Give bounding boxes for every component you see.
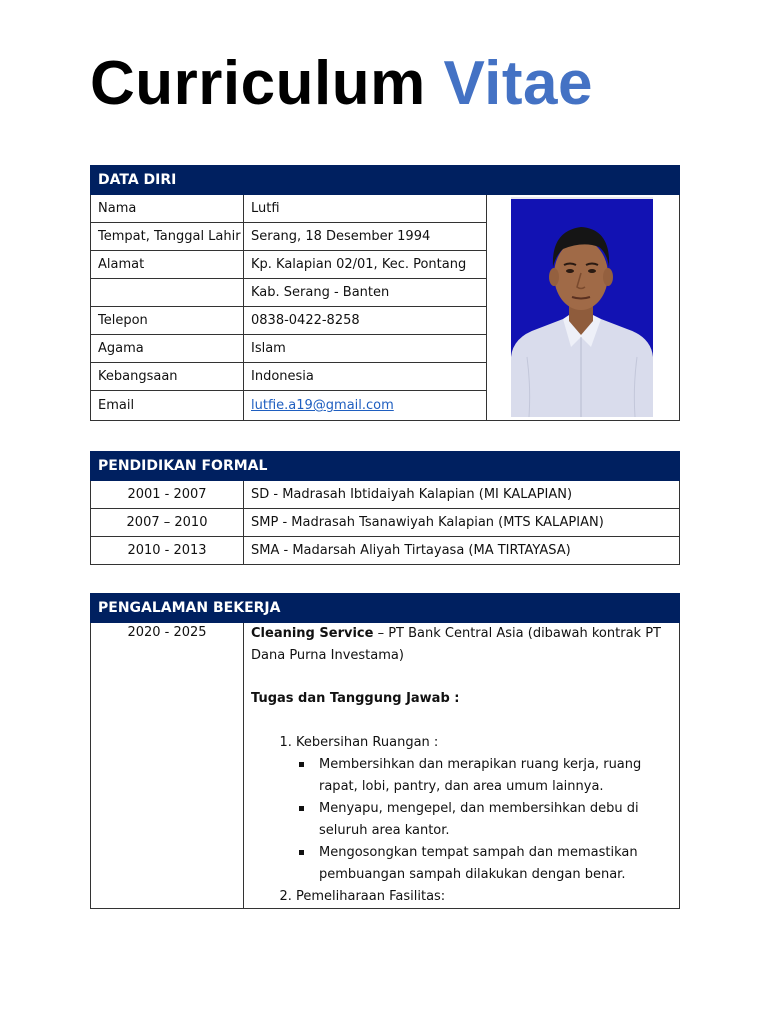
field-label-agama: Agama — [91, 335, 244, 363]
education-period: 2010 - 2013 — [91, 537, 244, 565]
job-company: – PT Bank Central Asia (dibawah kontrak PT Dana Purna Investama) — [251, 626, 661, 663]
pengalaman-heading: PENGALAMAN BEKERJA — [91, 594, 680, 623]
field-label-alamat: Alamat — [91, 251, 244, 279]
education-school: SMA - Madarsah Aliyah Tirtayasa (MA TIRTAYASA) — [244, 537, 680, 565]
education-school: SMP - Madrasah Tsanawiyah Kalapian (MTS KALAPIAN) — [244, 509, 680, 537]
education-period: 2007 – 2010 — [91, 509, 244, 537]
job-position: Cleaning Service — [251, 626, 374, 641]
title-part1: Curriculum — [90, 49, 426, 118]
duty-title: Pemeliharaan Fasilitas: — [296, 889, 446, 904]
field-value-alamat: Kp. Kalapian 02/01, Kec. Pontang — [244, 251, 487, 279]
table-row — [91, 509, 680, 537]
pendidikan-table — [90, 451, 680, 565]
field-value-telepon: 0838-0422-8258 — [244, 307, 487, 335]
pengalaman-table — [90, 593, 680, 909]
field-label-nama: Nama — [91, 195, 244, 223]
page-title — [90, 44, 593, 124]
field-label-email: Email — [91, 391, 244, 421]
list-item — [296, 886, 671, 908]
field-value-kebangsaan: Indonesia — [244, 363, 487, 391]
list-item: Mengosongkan tempat sampah dan memastikan pembuangan sampah dilakukan dengan benar. — [319, 842, 671, 886]
data-diri-heading: DATA DIRI — [91, 166, 680, 195]
duty-subitems — [296, 754, 671, 886]
table-row — [91, 537, 680, 565]
tugas-heading: Tugas dan Tanggung Jawab : — [251, 691, 460, 706]
work-detail — [244, 623, 680, 909]
field-value-nama: Lutfi — [244, 195, 487, 223]
work-period: 2020 - 2025 — [91, 623, 244, 909]
field-label-telepon: Telepon — [91, 307, 244, 335]
title-part2: Vitae — [443, 49, 594, 118]
field-label-kebangsaan: Kebangsaan — [91, 363, 244, 391]
education-period: 2001 - 2007 — [91, 481, 244, 509]
education-school: SD - Madrasah Ibtidaiyah Kalapian (MI KALAPIAN) — [244, 481, 680, 509]
duty-title: Kebersihan Ruangan : — [296, 735, 439, 750]
profile-photo — [511, 197, 653, 417]
photo-cell — [487, 195, 680, 421]
job-line — [251, 623, 671, 667]
pendidikan-heading: PENDIDIKAN FORMAL — [91, 452, 680, 481]
list-item — [296, 732, 671, 886]
field-value-ttl: Serang, 18 Desember 1994 — [244, 223, 487, 251]
field-value-alamat-2: Kab. Serang - Banten — [244, 279, 487, 307]
field-label-alamat-2 — [91, 279, 244, 307]
email-link[interactable]: lutfie.a19@gmail.com — [251, 398, 394, 413]
table-row — [91, 481, 680, 509]
field-value-agama: Islam — [244, 335, 487, 363]
field-value-email — [244, 391, 487, 421]
field-label-ttl: Tempat, Tanggal Lahir — [91, 223, 244, 251]
data-diri-table — [90, 165, 680, 421]
list-item: Menyapu, mengepel, dan membersihkan debu di seluruh area kantor. — [319, 798, 671, 842]
duties-list — [251, 732, 671, 908]
list-item: Membersihkan dan merapikan ruang kerja, ruang rapat, lobi, pantry, dan area umum lainnya. — [319, 754, 671, 798]
